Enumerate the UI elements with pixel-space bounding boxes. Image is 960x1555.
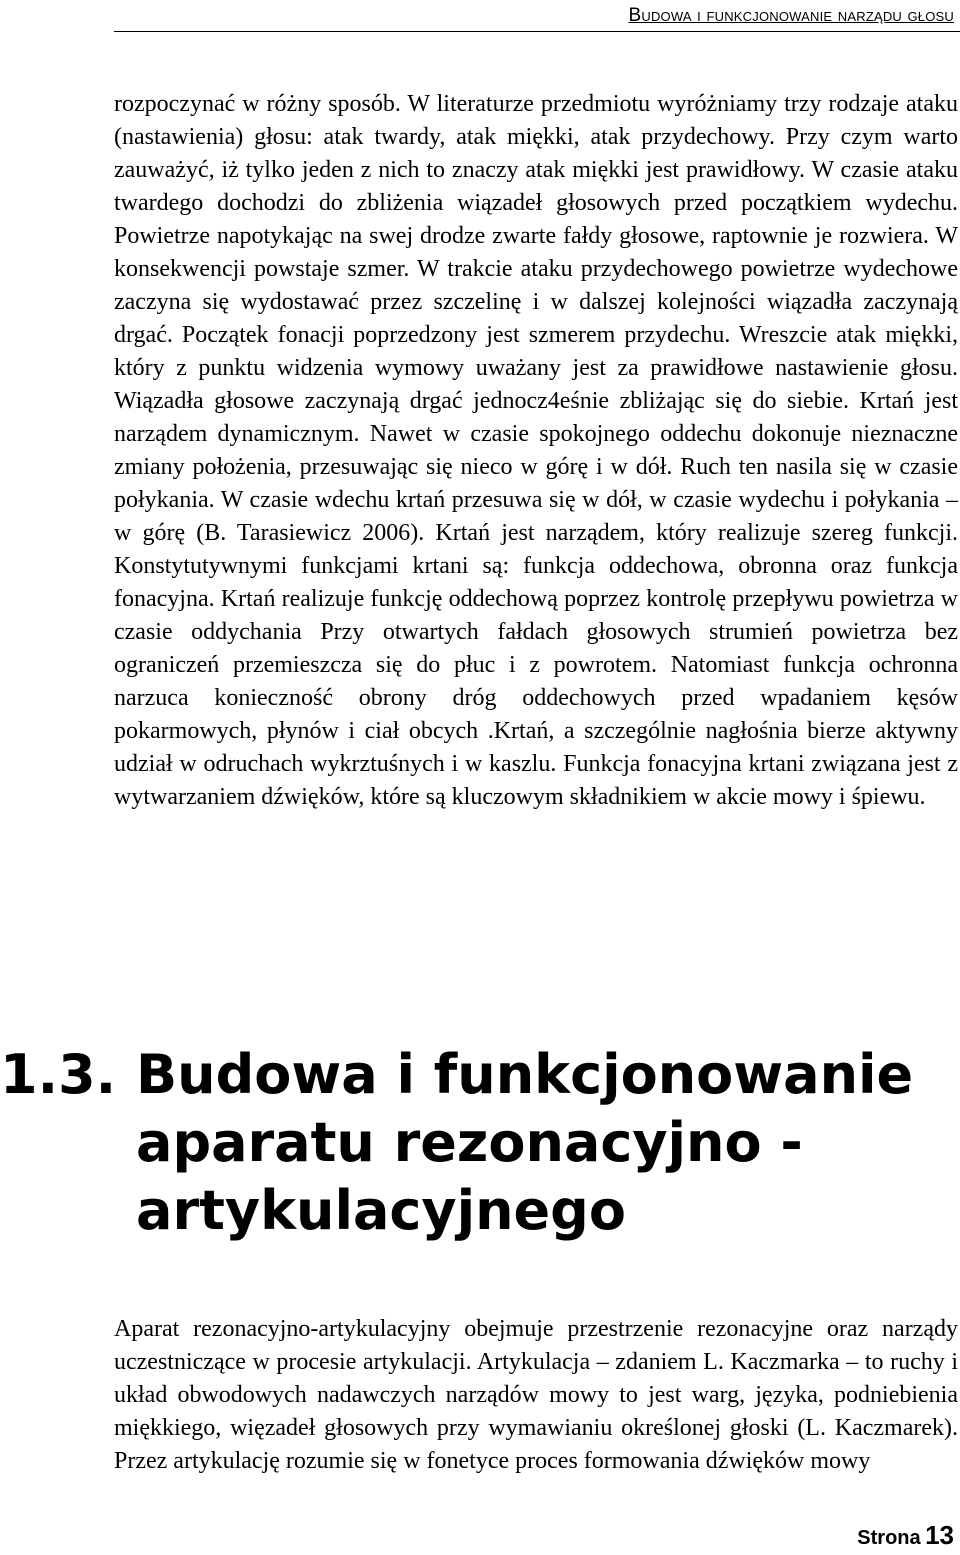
running-header bbox=[628, 4, 954, 28]
running-header-title: Budowa i funkcjonowanie narządu głosu bbox=[628, 5, 954, 26]
section-title-part-1: Budowa i funkcjonowanie bbox=[136, 1043, 914, 1106]
section-heading-line-3: artykulacyjnego bbox=[136, 1179, 626, 1242]
header-rule bbox=[114, 31, 960, 32]
body-paragraph-1: rozpoczynać w różny sposób. W literaturze przedmiotu wyróżniamy trzy rodzaje ataku (nastawienia) głosu: atak twardy, atak miękki, atak przydechowy. Przy czym warto zauważyć, iż tylko jeden z nich to znaczy atak miękki jest prawidłowy. W czasie ataku twardego dochodzi do zbliżenia wiązadeł głosowych przed początkiem wydechu. Powietrze napotykając na swej drodze zwarte fałdy głosowe, raptownie je rozwiera. W konsekwencji powstaje szmer. W trakcie ataku przydechowego powietrze wydechowe zaczyna się wydostawać przez szczelinę i w dalszej kolejności wiązadła zaczynają drgać. Początek fonacji poprzedzony jest szmerem przydechu. Wreszcie atak miękki, który z punktu widzenia wymowy uważany jest za prawidłowe nastawienie głosu. Wiązadła głosowe zaczynają drgać jednocz4eśnie zbliżając się do siebie. Krtań jest narządem dynamicznym. Nawet w czasie spokojnego oddechu dokonuje nieznaczne zmiany położenia, przesuwając się nieco w górę i w dół. Ruch ten nasila się w czasie połykania. W czasie wdechu krtań przesuwa się w dół, w czasie wydechu i połykania – w górę (B. Tarasiewicz 2006). Krtań jest narządem, który realizuje szereg funkcji. Konstytutywnymi funkcjami krtani są: funkcja oddechowa, obronna oraz funkcja fonacyjna. Krtań realizuje funkcję oddechową poprzez kontrolę przepływu powietrza w czasie oddychania Przy otwartych fałdach głosowych strumień powietrza bez ograniczeń przemieszcza się do płuc i z powrotem. Natomiast funkcja ochronna narzuca konieczność obrony dróg oddechowych przed wpadaniem kęsów pokarmowych, płynów i ciał obcych .Krtań, a szczególnie nagłośnia bierze aktywny udział w odruchach wykrztuśnych i w kaszlu. Funkcja fonacyjna krtani związana jest z wytwarzaniem dźwięków, które są kluczowym składnikiem w akcie mowy i śpiewu. bbox=[114, 91, 958, 810]
page-number: 13 bbox=[925, 1520, 954, 1550]
body-paragraph-2: Aparat rezonacyjno-artykulacyjny obejmuje przestrzenie rezonacyjne oraz narządy uczestniczące w procesie artykulacji. Artykulacja – zdaniem L. Kaczmarka – to ruchy i układ obwodowych nadawczych narządów mowy to jest warg, języka, podniebienia miękkiego, więzadeł głosowych przy wymawianiu określonej głoski (L. Kaczmarek). Przez artykulację rozumie się w fonetyce proces formowania dźwięków mowy bbox=[114, 1316, 958, 1474]
section-number: 1.3. bbox=[0, 1043, 117, 1106]
page-label: Strona bbox=[857, 1527, 921, 1549]
section-heading-line-2: aparatu rezonacyjno - bbox=[136, 1111, 803, 1174]
section-heading-line-1 bbox=[0, 1041, 960, 1109]
section-heading bbox=[0, 1041, 960, 1245]
page-footer bbox=[857, 1520, 954, 1555]
